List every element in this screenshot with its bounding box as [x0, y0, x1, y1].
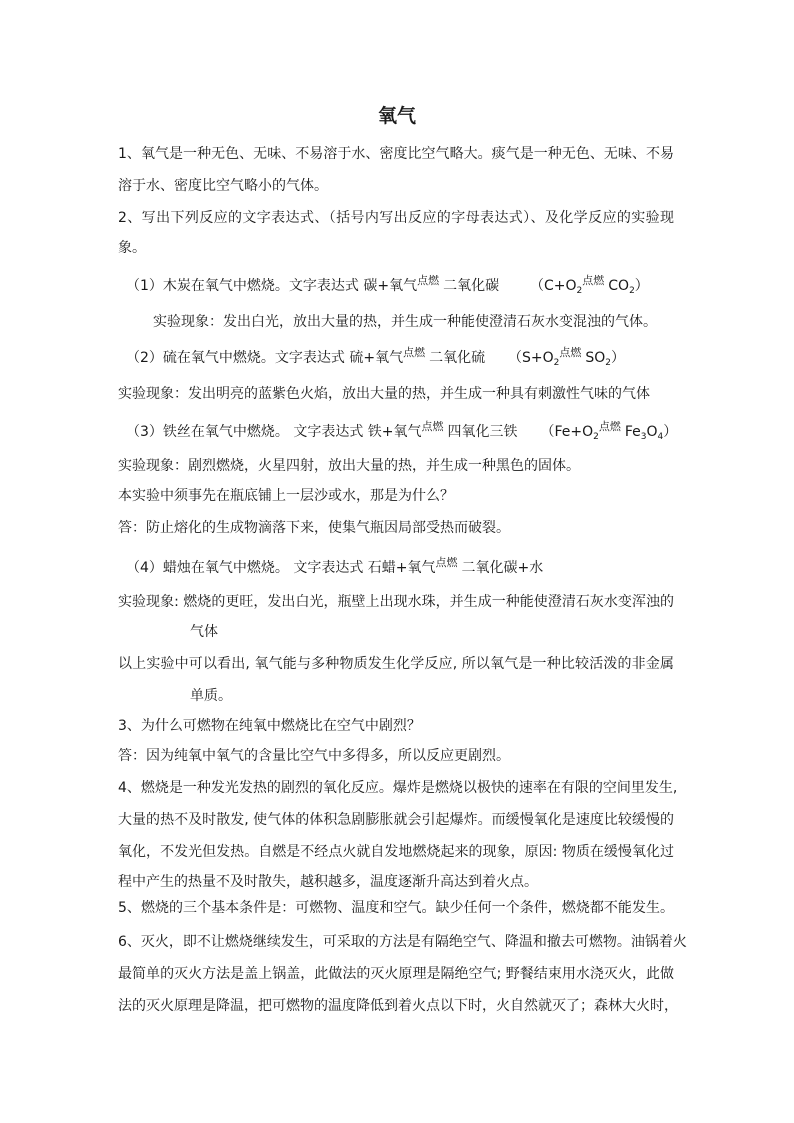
p3-answer: 答：因为纯氧中氧气的含量比空气中多得多，所以反应更剧烈。 [118, 748, 510, 764]
reaction-1-formula: （$C+O_2$ 点燃 $CO_2$） [530, 274, 649, 296]
p1-line1: 1、氧气是一种无色、无味、不易溶于水、密度比空气略大。痰气是一种无色、无味、不易 [118, 146, 674, 162]
reaction-4-phenomenon-line1: 实验现象: 燃烧的更旺，发出白光，瓶壁上出现水珠，并生成一种能使澄清石灰水变浑浊的 [118, 594, 674, 610]
reaction-2-lead: （2）硫在氧气中燃烧。文字表达式 硫+氧气 [126, 350, 404, 366]
p6-line1: 6、灭火，即不让燃烧继续发生，可采取的方法是有隔绝空气、降温和撤去可燃物。油锅着火 [118, 934, 687, 950]
p4-line3: 氧化，不发光但发热。自燃是不经点火就自发地燃烧起来的现象，原因: 物质在缓慢氧化过 [118, 844, 674, 860]
reaction-4-phenomenon-line2: 气体 [190, 624, 218, 640]
summary-line2: 单质。 [190, 688, 232, 704]
reaction-2-formula: （$S+O_2$ 点燃 $SO_2$） [508, 346, 626, 368]
p2-line1: 2、写出下列反应的文字表达式、（括号内写出反应的字母表达式）、及化学反应的实验现 [118, 210, 674, 226]
reaction-4-lead: （4）蜡烛在氧气中燃烧。 文字表达式 石蜡+氧气 [126, 560, 436, 576]
reaction-3-condition: 点燃 [421, 420, 444, 433]
p3-question: 3、为什么可燃物在纯氧中燃烧比在空气中剧烈？ [118, 718, 421, 734]
reaction-1-condition: 点燃 [417, 274, 440, 287]
reaction-1-equation [126, 276, 706, 296]
reaction-2-phenomenon: 实验现象：发出明亮的蓝紫色火焰，放出大量的热，并生成一种具有刺激性气味的气体 [118, 386, 650, 402]
p6-line3: 法的灭火原理是降温，把可燃物的温度降低到着火点以下时，火自然就灭了；森林大火时， [118, 998, 678, 1014]
reaction-4-condition: 点燃 [435, 556, 458, 569]
reaction-3-formula: （$Fe+O_2$ 点燃 $Fe_3O_4$） [540, 420, 678, 442]
reaction-1-lead: （1）木炭在氧气中燃烧。文字表达式 碳+氧气 [126, 278, 418, 294]
reaction-2-condition: 点燃 [403, 346, 426, 359]
reaction-3-lead: （3）铁丝在氧气中燃烧。 文字表达式 铁+氧气 [126, 424, 422, 440]
reaction-1-phenomenon: 实验现象：发出白光，放出大量的热，并生成一种能使澄清石灰水变混浊的气体。 [153, 314, 657, 330]
summary-line1: 以上实验中可以看出, 氧气能与多种物质发生化学反应, 所以氧气是一种比较活泼的非金属 [118, 656, 674, 672]
reaction-2-product: 二氧化硫 [429, 350, 486, 366]
p4-line2: 大量的热不及时散发, 使气体的体积急剧膨胀就会引起爆炸。而缓慢氧化是速度比较缓慢的 [118, 812, 674, 828]
reaction-4-equation [126, 558, 706, 578]
reaction-3-phenomenon: 实验现象：剧烈燃烧，火星四射，放出大量的热，并生成一种黑色的固体。 [118, 458, 580, 474]
p4-line4: 程中产生的热量不及时散失，越积越多，温度逐渐升高达到着火点。 [118, 874, 538, 890]
p1-line2: 溶于水、密度比空气略小的气体。 [118, 178, 328, 194]
reaction-1-product: 二氧化碳 [443, 278, 500, 294]
page-title: 氧气 [377, 105, 416, 127]
p2-line2: 象。 [118, 240, 146, 256]
reaction-3-product: 四氧化三铁 [447, 424, 518, 440]
reaction-4-product: 二氧化碳+水 [461, 560, 544, 576]
reaction-3-answer: 答：防止熔化的生成物滴落下来，使集气瓶因局部受热而破裂。 [118, 520, 510, 536]
reaction-2-equation [126, 348, 706, 368]
p5-line1: 5、燃烧的三个基本条件是：可燃物、温度和空气。缺少任何一个条件，燃烧都不能发生。 [118, 900, 674, 916]
reaction-3-equation [126, 422, 706, 442]
p6-line2: 最简单的灭火方法是盖上锅盖，此做法的灭火原理是隔绝空气; 野餐结束用水浇灭火，此做 [118, 966, 674, 982]
reaction-3-question: 本实验中须事先在瓶底铺上一层沙或水，那是为什么？ [118, 488, 454, 504]
p4-line1: 4、燃烧是一种发光发热的剧烈的氧化反应。爆炸是燃烧以极快的速率在有限的空间里发生, [118, 780, 678, 796]
